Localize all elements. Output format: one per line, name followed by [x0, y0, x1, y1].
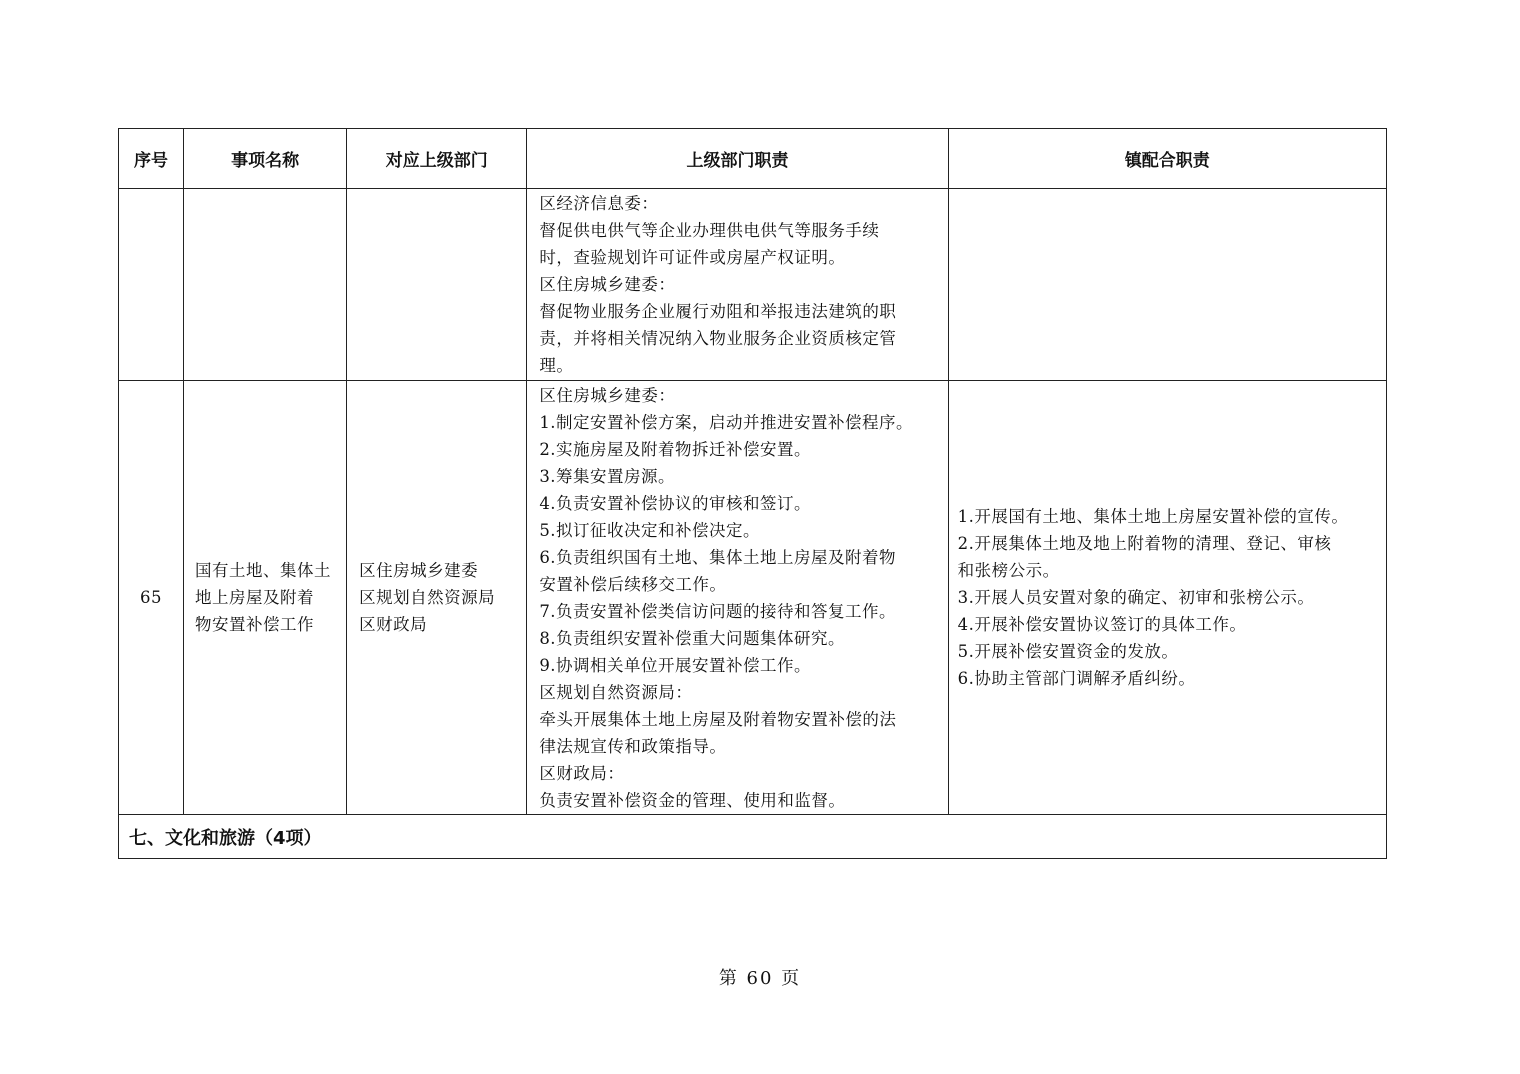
serial-cell — [119, 189, 184, 381]
duty-line: 4.负责安置补偿协议的审核和签订。 — [539, 494, 812, 513]
town-duty-line: 5.开展补偿安置资金的发放。 — [957, 642, 1179, 661]
superior-duties-cell — [527, 189, 948, 381]
header-superior-department: 对应上级部门 — [347, 129, 527, 189]
town-duties-cell — [948, 189, 1386, 381]
town-duty-line: 6.协助主管部门调解矛盾纠纷。 — [957, 669, 1196, 688]
duty-line: 8.负责组织安置补偿重大问题集体研究。 — [539, 629, 846, 648]
town-duty-line: 1.开展国有土地、集体土地上房屋安置补偿的宣传。 — [957, 507, 1349, 526]
town-duty-line: 和张榜公示。 — [957, 561, 1060, 580]
duty-line: 区住房城乡建委： — [539, 386, 676, 405]
department-line: 区财政局 — [359, 615, 428, 634]
duty-line: 安置补偿后续移交工作。 — [539, 575, 727, 594]
duty-line: 时，查验规划许可证件或房屋产权证明。 — [539, 248, 846, 267]
duty-line: 6.负责组织国有土地、集体土地上房屋及附着物 — [539, 548, 897, 567]
town-duty-line: 4.开展补偿安置协议签订的具体工作。 — [957, 615, 1247, 634]
duty-line: 理。 — [539, 356, 574, 375]
department-line: 区规划自然资源局 — [359, 588, 496, 607]
item-name-cell — [184, 381, 347, 815]
duty-line: 律法规宣传和政策指导。 — [539, 737, 727, 756]
section-heading-row — [119, 815, 1387, 859]
duty-line: 1.制定安置补偿方案，启动并推进安置补偿程序。 — [539, 413, 914, 432]
table-row — [119, 381, 1387, 815]
serial-cell: 65 — [119, 381, 184, 815]
duties-table — [118, 128, 1387, 859]
town-duty-line: 3.开展人员安置对象的确定、初审和张榜公示。 — [957, 588, 1315, 607]
duty-line: 负责安置补偿资金的管理、使用和监督。 — [539, 791, 846, 810]
header-item-name: 事项名称 — [184, 129, 347, 189]
department-cell — [347, 189, 527, 381]
duty-line: 7.负责安置补偿类信访问题的接待和答复工作。 — [539, 602, 897, 621]
duty-line: 督促供电供气等企业办理供电供气等服务手续 — [539, 221, 880, 240]
superior-duties-cell — [527, 381, 948, 815]
page-number: 第 60 页 — [718, 968, 802, 989]
header-town-duties: 镇配合职责 — [948, 129, 1386, 189]
item-name-cell — [184, 189, 347, 381]
duty-line: 责，并将相关情况纳入物业服务企业资质核定管 — [539, 329, 897, 348]
duty-line: 区住房城乡建委： — [539, 275, 676, 294]
table-header-row — [119, 129, 1387, 189]
town-duties-cell — [948, 381, 1386, 815]
duty-line: 牵头开展集体土地上房屋及附着物安置补偿的法 — [539, 710, 897, 729]
duty-line: 督促物业服务企业履行劝阻和举报违法建筑的职 — [539, 302, 897, 321]
section-heading: 七、文化和旅游（4项） — [119, 815, 1387, 859]
header-superior-duties: 上级部门职责 — [527, 129, 948, 189]
table-row — [119, 189, 1387, 381]
department-cell — [347, 381, 527, 815]
duty-line: 区财政局： — [539, 764, 625, 783]
duty-line: 9.协调相关单位开展安置补偿工作。 — [539, 656, 812, 675]
item-name-line: 物安置补偿工作 — [195, 615, 315, 634]
item-name-line: 国有土地、集体土 — [195, 561, 332, 580]
duty-line: 区经济信息委： — [539, 194, 659, 213]
duty-line: 2.实施房屋及附着物拆迁补偿安置。 — [539, 440, 812, 459]
duty-line: 5.拟订征收决定和补偿决定。 — [539, 521, 761, 540]
duty-line: 3.筹集安置房源。 — [539, 467, 676, 486]
duty-line: 区规划自然资源局： — [539, 683, 693, 702]
town-duty-line: 2.开展集体土地及地上附着物的清理、登记、审核 — [957, 534, 1332, 553]
header-serial-number: 序号 — [119, 129, 184, 189]
item-name-line: 地上房屋及附着 — [195, 588, 315, 607]
department-line: 区住房城乡建委 — [359, 561, 479, 580]
